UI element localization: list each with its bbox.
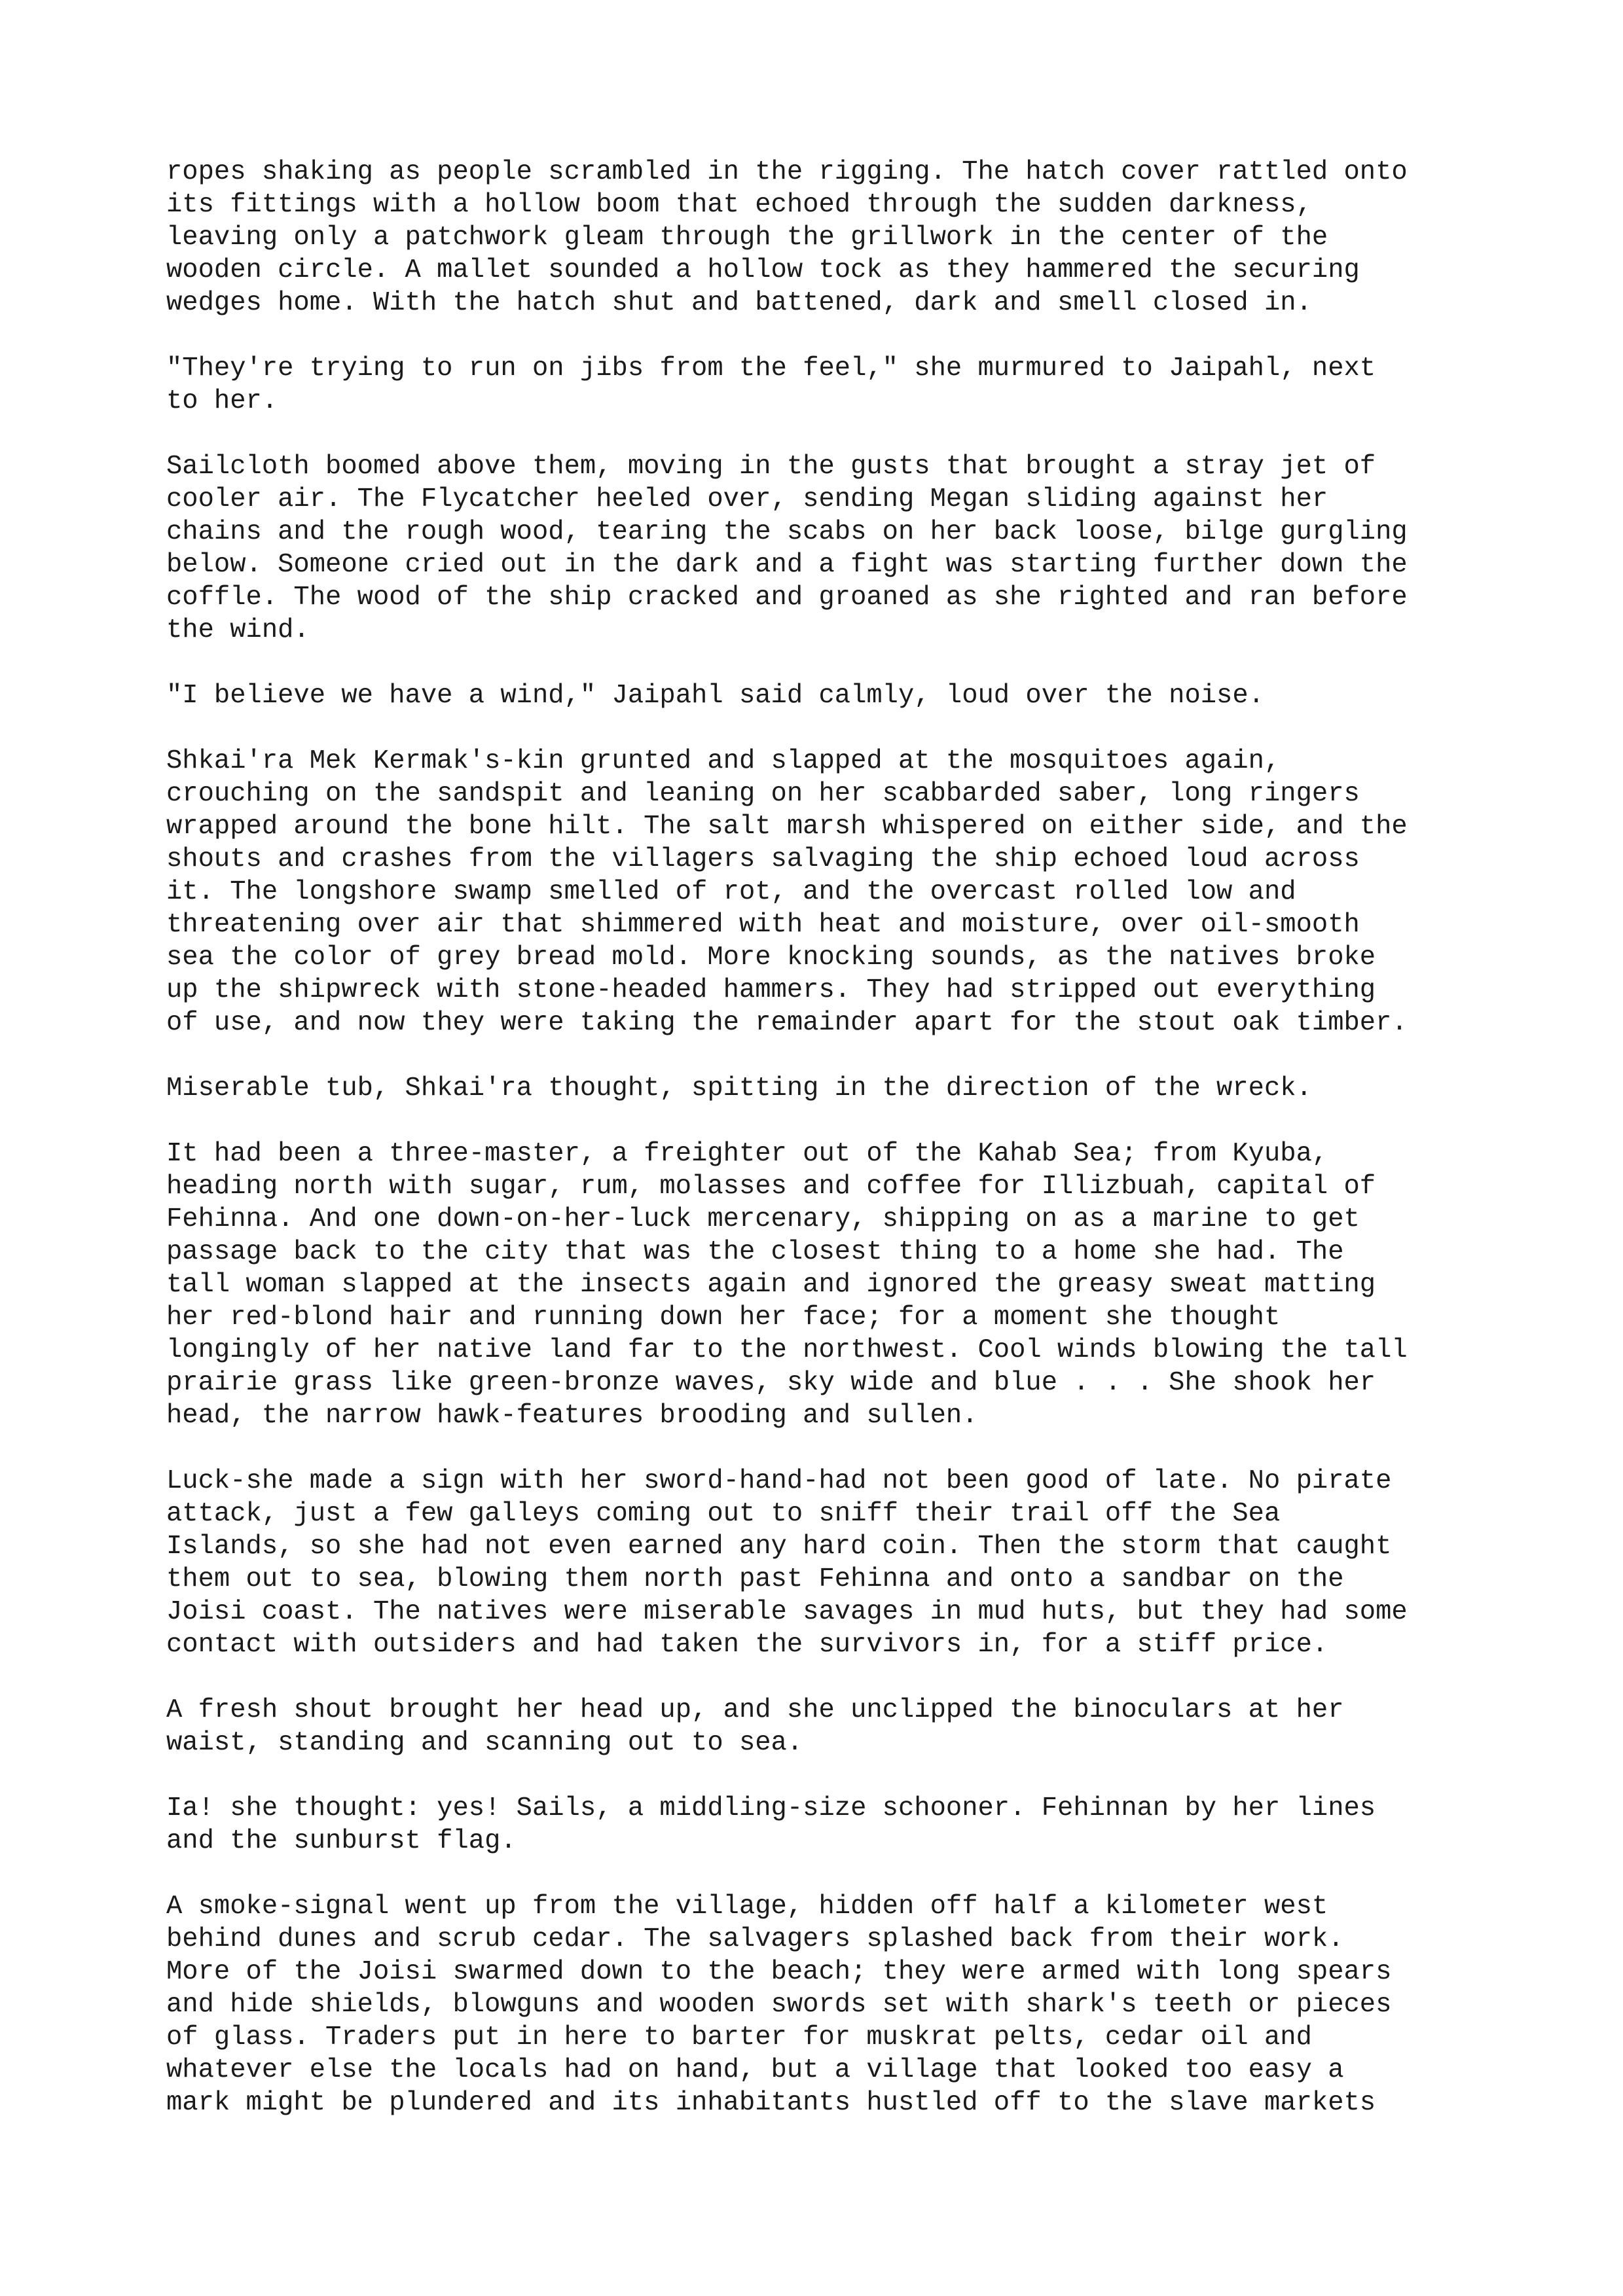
paragraph — [166, 450, 1476, 647]
text-line: attack, just a few galleys coming out to sniff their trail off the Sea — [166, 1499, 1281, 1529]
text-line: shouts and crashes from the villagers salvaging the ship echoed loud across — [166, 844, 1360, 874]
text-line: it. The longshore swamp smelled of rot, and the overcast rolled low and — [166, 877, 1296, 907]
text-line: chains and the rough wood, tearing the scabs on her back loose, bilge gurgling — [166, 517, 1408, 547]
text-line: longingly of her native land far to the northwest. Cool winds blowing the tall — [166, 1335, 1408, 1365]
text-line: Islands, so she had not even earned any hard coin. Then the storm that caught — [166, 1532, 1392, 1562]
text-line: waist, standing and scanning out to sea. — [166, 1728, 803, 1758]
text-line: and the sunburst flag. — [166, 1826, 517, 1856]
text-line: contact with outsiders and had taken the survivors in, for a stiff price. — [166, 1630, 1328, 1660]
text-line: of glass. Traders put in here to barter for muskrat pelts, cedar oil and — [166, 2022, 1312, 2053]
paragraph — [166, 679, 1476, 712]
text-line: ropes shaking as people scrambled in the rigging. The hatch cover rattled onto — [166, 157, 1408, 187]
text-line: wrapped around the bone hilt. The salt marsh whispered on either side, and the — [166, 812, 1408, 842]
text-line: her red-blond hair and running down her face; for a moment she thought — [166, 1302, 1281, 1333]
paragraph — [166, 156, 1476, 319]
text-line: its fittings with a hollow boom that echoed through the sudden darkness, — [166, 190, 1312, 220]
text-line: passage back to the city that was the closest thing to a home she had. The — [166, 1237, 1344, 1267]
text-line: the wind. — [166, 615, 310, 645]
text-line: leaving only a patchwork gleam through the grillwork in the center of the — [166, 223, 1328, 253]
text-line: crouching on the sandspit and leaning on her scabbarded saber, long ringers — [166, 779, 1360, 809]
text-line: Sailcloth boomed above them, moving in the gusts that brought a stray jet of — [166, 452, 1376, 482]
text-line: Fehinna. And one down-on-her-luck mercenary, shipping on as a marine to get — [166, 1204, 1360, 1234]
text-line: Joisi coast. The natives were miserable savages in mud huts, but they had some — [166, 1597, 1408, 1627]
text-line: wedges home. With the hatch shut and battened, dark and smell closed in. — [166, 288, 1312, 318]
paragraph — [166, 1694, 1476, 1759]
text-line: and hide shields, blowguns and wooden swords set with shark's teeth or pieces — [166, 1990, 1392, 2020]
text-line: mark might be plundered and its inhabitants hustled off to the slave markets — [166, 2088, 1376, 2118]
text-line: More of the Joisi swarmed down to the beach; they were armed with long spears — [166, 1957, 1392, 1987]
paragraph — [166, 352, 1476, 418]
paragraph — [166, 1792, 1476, 1857]
paragraph — [166, 745, 1476, 1039]
text-line: heading north with sugar, rum, molasses and coffee for Illizbuah, capital of — [166, 1172, 1376, 1202]
text-line: Luck-she made a sign with her sword-hand-had not been good of late. No pirate — [166, 1466, 1392, 1496]
text-line: up the shipwreck with stone-headed hammers. They had stripped out everything — [166, 975, 1376, 1005]
text-line: to her. — [166, 386, 278, 416]
text-line: tall woman slapped at the insects again and ignored the greasy sweat matting — [166, 1270, 1376, 1300]
text-line: A fresh shout brought her head up, and she unclipped the binoculars at her — [166, 1695, 1344, 1725]
text-line: Miserable tub, Shkai'ra thought, spitting in the direction of the wreck. — [166, 1073, 1312, 1103]
text-line: "They're trying to run on jibs from the feel," she murmured to Jaipahl, next — [166, 353, 1376, 384]
text-line: below. Someone cried out in the dark and a fight was starting further down the — [166, 550, 1408, 580]
text-line: threatening over air that shimmered with heat and moisture, over oil-smooth — [166, 910, 1360, 940]
text-line: cooler air. The Flycatcher heeled over, sending Megan sliding against her — [166, 484, 1328, 514]
text-line: sea the color of grey bread mold. More knocking sounds, as the natives broke — [166, 942, 1376, 973]
text-line: Shkai'ra Mek Kermak's-kin grunted and slapped at the mosquitoes again, — [166, 746, 1281, 776]
text-line: of use, and now they were taking the remainder apart for the stout oak timber. — [166, 1008, 1408, 1038]
text-line: behind dunes and scrub cedar. The salvagers splashed back from their work. — [166, 1924, 1344, 1954]
text-line: head, the narrow hawk-features brooding and sullen. — [166, 1401, 978, 1431]
text-line: It had been a three-master, a freighter out of the Kahab Sea; from Kyuba, — [166, 1139, 1328, 1169]
text-line: coffle. The wood of the ship cracked and groaned as she righted and ran before — [166, 583, 1408, 613]
text-line: Ia! she thought: yes! Sails, a middling-size schooner. Fehinnan by her lines — [166, 1793, 1376, 1823]
paragraph — [166, 1072, 1476, 1105]
body-text — [166, 156, 1476, 2152]
text-line: wooden circle. A mallet sounded a hollow tock as they hammered the securing — [166, 255, 1360, 285]
text-line: prairie grass like green-bronze waves, sky wide and blue . . . She shook her — [166, 1368, 1376, 1398]
text-line: "I believe we have a wind," Jaipahl said calmly, loud over the noise. — [166, 681, 1264, 711]
text-line: A smoke-signal went up from the village, hidden off half a kilometer west — [166, 1892, 1328, 1922]
paragraph — [166, 1465, 1476, 1661]
text-line: whatever else the locals had on hand, but a village that looked too easy a — [166, 2055, 1344, 2085]
text-line: them out to sea, blowing them north past Fehinna and onto a sandbar on the — [166, 1564, 1344, 1594]
paragraph — [166, 1890, 1476, 2119]
paragraph — [166, 1138, 1476, 1432]
